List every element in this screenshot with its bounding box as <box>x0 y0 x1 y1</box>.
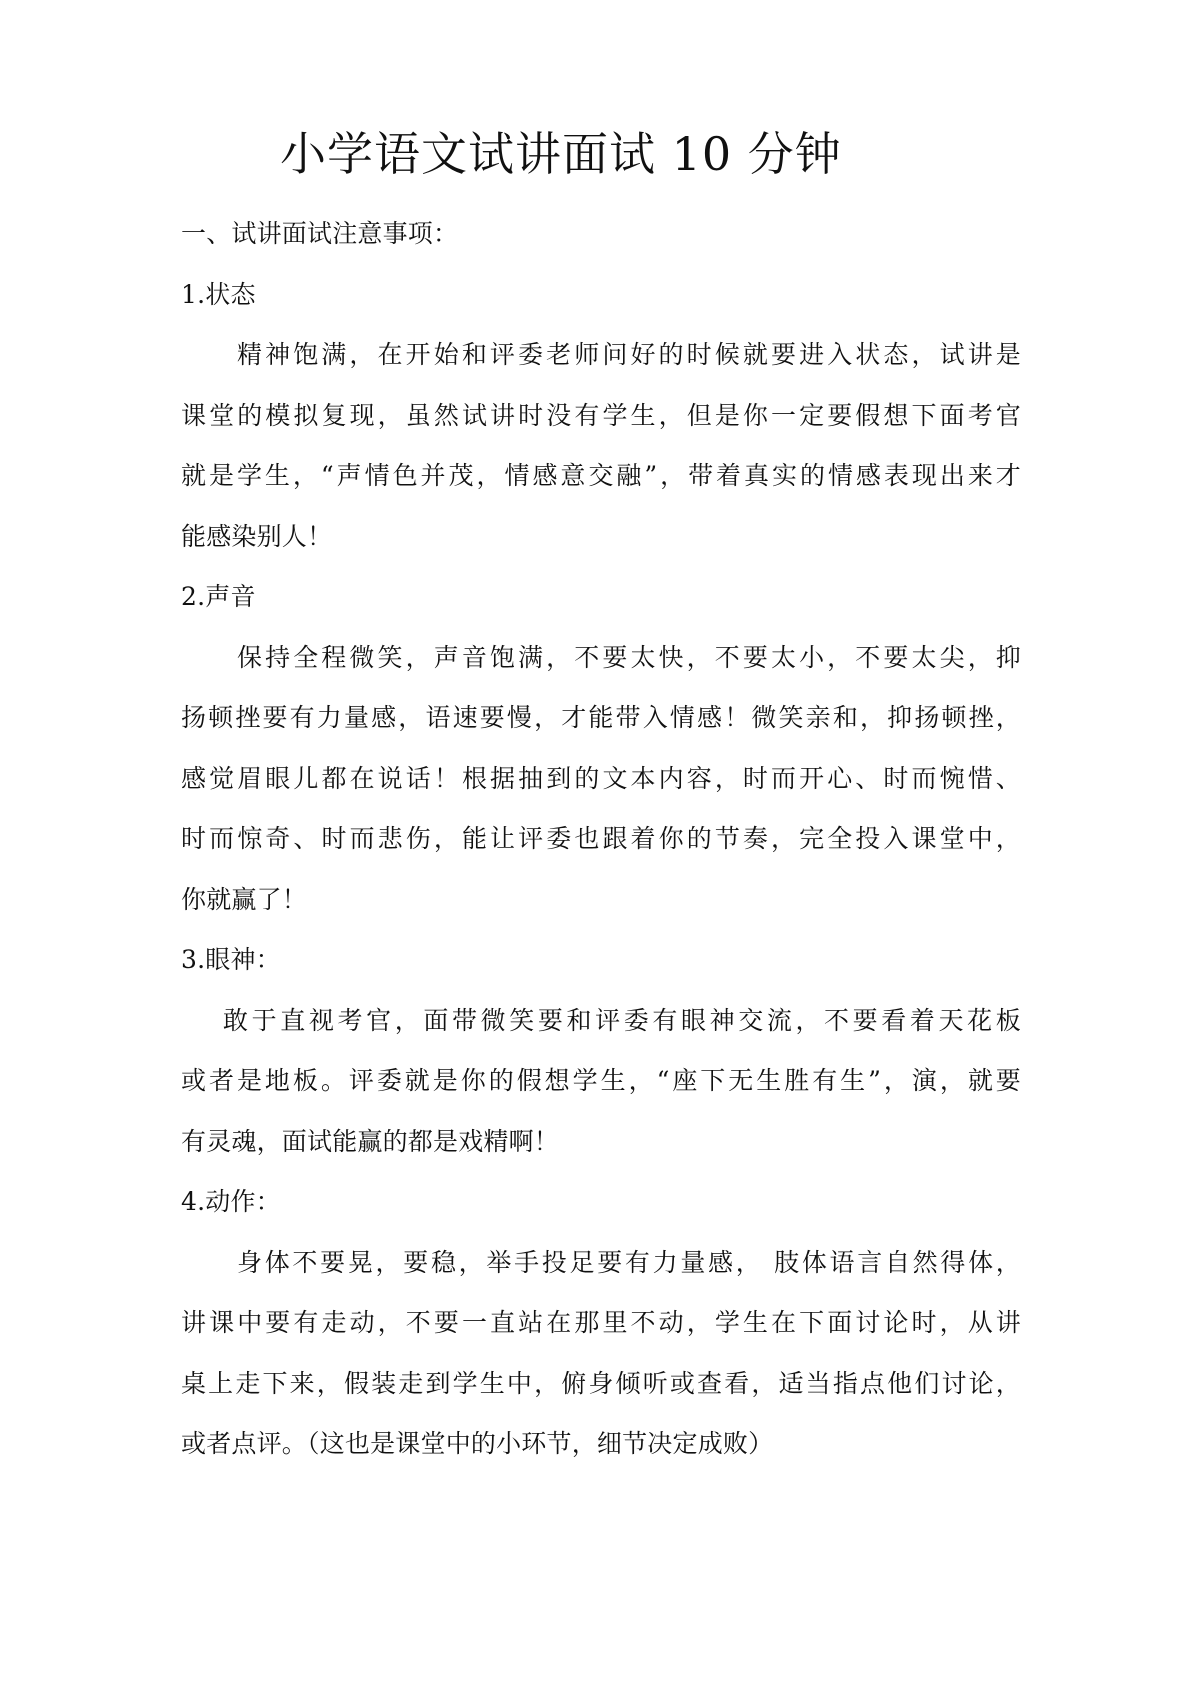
paragraph-line: 你就赢了！ <box>181 884 308 914</box>
paragraph-line: 时而惊奇、时而悲伤，能让评委也跟着你的节奏，完全投入课堂中， <box>181 824 1021 853</box>
paragraph-line: 能感染别人！ <box>181 521 333 551</box>
paragraph-line: 或者点评。（这也是课堂中的小环节，细节决定成败） <box>181 1429 774 1458</box>
document-body <box>181 214 1021 1485</box>
paragraph-line: 感觉眉眼儿都在说话！根据抽到的文本内容，时而开心、时而惋惜、 <box>181 763 1021 793</box>
paragraph-line: 保持全程微笑，声音饱满，不要太快，不要太小，不要太尖，抑 <box>237 642 1021 672</box>
paragraph-line: 有灵魂，面试能赢的都是戏精啊！ <box>181 1126 560 1156</box>
subheading-state: 1.状态 <box>181 279 256 309</box>
paragraph-line: 扬顿挫要有力量感，语速要慢，才能带入情感！微笑亲和，抑扬顿挫， <box>181 703 1021 732</box>
paragraph-line: 课堂的模拟复现，虽然试讲时没有学生，但是你一定要假想下面考官 <box>181 400 1021 430</box>
subheading-voice: 2.声音 <box>181 582 256 611</box>
paragraph-line: 桌上走下来，假装走到学生中，俯身倾听或查看，适当指点他们讨论， <box>181 1368 1021 1398</box>
subheading-eyes: 3.眼神： <box>181 945 281 974</box>
subheading-action: 4.动作： <box>181 1187 281 1216</box>
paragraph-line: 精神饱满，在开始和评委老师问好的时候就要进入状态，试讲是 <box>237 340 1021 369</box>
paragraph-line: 讲课中要有走动，不要一直站在那里不动，学生在下面讨论时，从讲 <box>181 1308 1021 1337</box>
paragraph-line: 就是学生，“声情色并茂，情感意交融”，带着真实的情感表现出来才 <box>181 461 1021 490</box>
paragraph-line: 或者是地板。评委就是你的假想学生，“座下无生胜有生”，演，就要 <box>181 1066 1021 1095</box>
paragraph-line: 敢于直视考官，面带微笑要和评委有眼神交流，不要看着天花板 <box>223 1005 1021 1035</box>
section-heading: 一、试讲面试注意事项： <box>181 219 459 248</box>
document-title: 小学语文试讲面试 10 分钟 <box>280 127 842 181</box>
paragraph-line: 身体不要晃，要稳，举手投足要有力量感， 肢体语言自然得体， <box>237 1247 1021 1277</box>
